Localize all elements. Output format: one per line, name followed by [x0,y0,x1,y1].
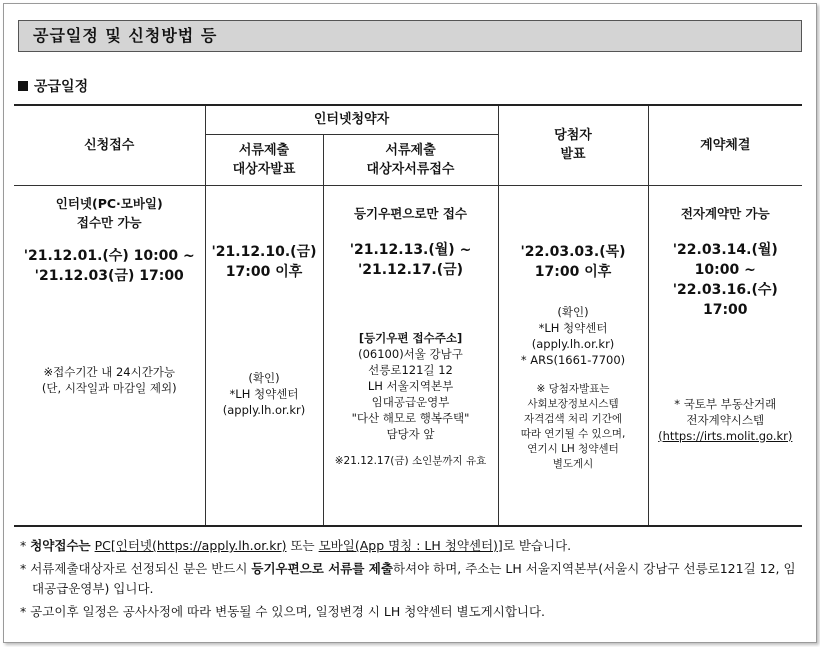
deadline-note: ※21.12.17(금) 소인분까지 유효 [334,454,487,467]
header-winner-announce: 당첨자 발표 [498,105,648,185]
pc-link[interactable]: PC[인터넷(https://apply.lh.or.kr) [94,538,287,553]
doc-submission-method: 등기우편으로만 접수 [353,205,468,221]
note-1: * 청약접수는 PC[인터넷(https://apply.lh.or.kr) 또는 모바일(App 명칭 : LH 청약센터)]로 받습니다. [20,538,572,553]
header-contract: 계약체결 [648,105,802,185]
section-heading [18,76,88,96]
contract-method: 전자계약만 가능 [680,205,770,221]
header-doc-submission: 서류제출 대상자서류접수 [323,134,498,185]
application-note: ※접수기간 내 24시간가능 (단, 시작일과 마감일 제외) [41,364,177,395]
contract-period: '22.03.14.(월) 10:00 ~ '22.03.16.(수) 17:00 [672,241,778,318]
cell-doc-announce [205,185,323,526]
note-2: * 서류제출대상자로 선정되신 분은 반드시 등기우편으로 서류를 제출하셔야 하며, 주소는 LH 서울지역본부(서울시 강남구 선릉로121길 12, 임대공급운영부) 입니다. [20,561,796,596]
section-heading-text: 공급일정 [34,79,89,95]
mobile-link[interactable]: 모바일(App 명칭 : LH 청약센터)] [318,538,503,553]
notes [20,536,804,625]
cell-winner [498,185,648,526]
doc-submission-period: '21.12.13.(월) ~ '21.12.17.(금) [349,241,472,278]
contract-url-link[interactable]: (https://irts.molit.go.kr) [658,428,793,443]
header-application: 신청접수 [14,105,205,185]
header-doc-target-announce: 서류제출 대상자발표 [205,134,323,185]
application-period: '21.12.01.(수) 10:00 ~ '21.12.03(금) 17:00 [23,247,195,284]
header-internet-group: 인터넷청약자 [205,105,498,134]
application-method: 인터넷(PC·모바일) 접수만 가능 [55,195,163,230]
winner-date: '22.03.03.(목) 17:00 이후 [520,243,626,280]
winner-note: ※ 당첨자발표는 사회보장정보시스템 자격검색 처리 기간에 따라 연기될 수 있으며, 연기시 LH 청약센터 별도게시 [520,382,626,470]
address-lines: (06100)서울 강남구 선릉로121길 12 LH 서울지역본부 임대공급운영부 "다산 해모로 행복주택" 담당자 앞 [351,346,470,441]
cell-contract [648,185,802,526]
doc-announce-info: (확인) *LH 청약센터 (apply.lh.or.kr) [222,370,306,417]
cell-application [14,185,205,526]
contract-system: * 국토부 부동산거래 전자계약시스템 [674,396,777,427]
page-title: 공급일정 및 신청방법 등 [18,20,802,52]
winner-info: (확인) *LH 청약센터 (apply.lh.or.kr) * ARS(1661-7700) [520,304,626,367]
note-3: * 공고이후 일정은 공사사정에 따라 변동될 수 있으며, 일정변경 시 LH 청약센터 별도게시합니다. [20,604,546,619]
doc-announce-date: '21.12.10.(금) 17:00 이후 [211,243,317,280]
address-title: [등기우편 접수주소] [358,330,463,345]
square-bullet-icon [18,81,28,91]
cell-doc-submission [323,185,498,526]
schedule-table [14,104,802,527]
